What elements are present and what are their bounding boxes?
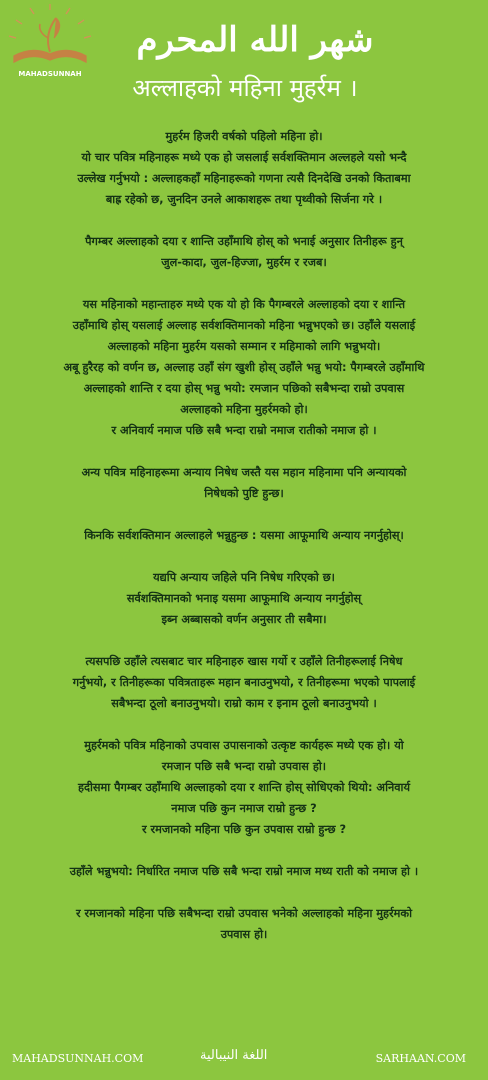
text-line: निषेधको पुष्टि हुन्छ। — [204, 487, 284, 500]
arabic-title: شهر الله المحرم — [136, 20, 374, 60]
footer-website-left[interactable]: MAHADSUNNAH.COM — [12, 1052, 144, 1065]
text-line: सबैभन्दा ठूलो बनाउनुभयो। राम्रो काम र इनाम ठूलो बनाउनुभयो । — [111, 697, 377, 710]
text-line: अल्लाहको महिना मुहर्रमको हो। — [180, 403, 308, 416]
text-line: उहाँले भन्नुभयो: निर्धारित नमाज पछि सबै भन्दा राम्रो नमाज मध्य राती को नमाज हो । — [69, 865, 419, 878]
text-line: उहाँमाथि होस् यसलाई अल्लाह सर्वशक्तिमानको महिना भन्नुभएको छ। उहाँले यसलाई — [72, 319, 416, 332]
text-line: उपवास हो। — [220, 928, 268, 941]
page-title: अल्लाहको महिना मुहर्रम । — [132, 74, 358, 102]
text-line: बाह्र रहेको छ, जुनदिन उनले आकाशहरू तथा पृथ्वीको सिर्जना गरे । — [105, 193, 383, 206]
text-line: र रमजानको महिना पछि कुन उपवास राम्रो हुन्छ ? — [141, 823, 347, 836]
text-line: जुल-कादा, जुल-हिज्जा, मुहर्रम र रजब। — [161, 256, 327, 269]
text-line: पैगम्बर अल्लाहको दया र शान्ति उहाँमाथि होस् को भनाई अनुसार तिनीहरू हुन् — [85, 235, 403, 248]
text-line: गर्नुभयो, र तिनीहरूका पवित्रताहरू महान बनाउनुभयो, र तिनीहरूमा भएको पापलाई — [72, 676, 416, 689]
paragraph — [14, 861, 474, 882]
text-line: मुहर्रम हिजरी वर्षको पहिलो महिना हो। — [165, 130, 323, 143]
paragraph — [14, 651, 474, 714]
text-line: अबू हुरैरह को वर्णन छ, अल्लाह उहाँ संग खुशी होस् उहाँले भन्नु भयो: पैगम्बरले उहाँमाथि — [63, 361, 425, 374]
text-line: हदीसमा पैगम्बर उहाँमाथि अल्लाहको दया र शान्ति होस् सोधिएको थियो: अनिवार्य — [77, 781, 411, 794]
text-line: किनकि सर्वशक्तिमान अल्लाहले भन्नुहुन्छ : यसमा आफूमाथि अन्याय नगर्नुहोस्। — [84, 529, 404, 542]
text-line: अल्लाहको महिना मुहर्रम यसको सम्मान र महिमाको लागि भन्नुभयो। — [107, 340, 381, 353]
paragraph — [14, 903, 474, 945]
text-line: र अनिवार्य नमाज पछि सबै भन्दा राम्रो नमाज रातीको नमाज हो । — [111, 424, 377, 437]
text-line: यो चार पवित्र महिनाहरू मध्ये एक हो जसलाई सर्वशक्तिमान अल्लहले यसो भन्दै — [81, 151, 407, 164]
text-line: अल्लाहको शान्ति र दया होस् भन्नु भयो: रमजान पछिको सबैभन्दा राम्रो उपवास — [83, 382, 405, 395]
paragraph — [14, 294, 474, 441]
paragraph — [14, 735, 474, 840]
text-line: यद्यपि अन्याय जहिले पनि निषेध गरिएको छ। — [153, 571, 335, 584]
paragraph — [14, 525, 474, 546]
text-line: त्यसपछि उहाँले त्यसबाट चार महिनाहरु खास गर्यो र उहाँले तिनीहरूलाई निषेध — [85, 655, 403, 668]
site-logo — [4, 4, 96, 86]
text-line: उल्लेख गर्नुभयो : अल्लाहकहाँ महिनाहरूको गणना त्यसै दिनदेखि उनको किताबमा — [77, 172, 411, 185]
text-line: नमाज पछि कुन नमाज राम्रो हुन्छ ? — [171, 802, 317, 815]
footer-website-right[interactable]: SARHAAN.COM — [375, 1052, 466, 1065]
text-line: इब्न अब्बासको वर्णन अनुसार ती सबैमा। — [161, 613, 327, 626]
paragraph — [14, 126, 474, 210]
logo-text: MAHADSUNNAH — [18, 70, 82, 78]
article-body — [14, 126, 474, 966]
text-line: सर्वशक्तिमानको भनाइ यसमा आफूमाथि अन्याय नगर्नुहोस् — [126, 592, 362, 605]
paragraph — [14, 567, 474, 630]
footer-language-label: اللغة النيبالية — [200, 1048, 268, 1063]
paragraph — [14, 231, 474, 273]
text-line: र रमजानको महिना पछि सबैभन्दा राम्रो उपवास भनेको अल्लाहको महिना मुहर्रमको — [75, 907, 413, 920]
text-line: यस महिनाको महान्ताहरु मध्ये एक यो हो कि पैगम्बरले अल्लाहको दया र शान्ति — [82, 298, 406, 311]
paragraph — [14, 462, 474, 504]
footer — [0, 1048, 488, 1072]
text-line: रमजान पछि सबै भन्दा राम्रो उपवास हो। — [161, 760, 327, 773]
text-line: अन्य पवित्र महिनाहरूमा अन्याय निषेध जस्तै यस महान महिनामा पनि अन्यायको — [81, 466, 407, 479]
text-line: मुहर्रमको पवित्र महिनाको उपवास उपासनाको उत्कृष्ट कार्यहरू मध्ये एक हो। यो — [84, 739, 404, 752]
